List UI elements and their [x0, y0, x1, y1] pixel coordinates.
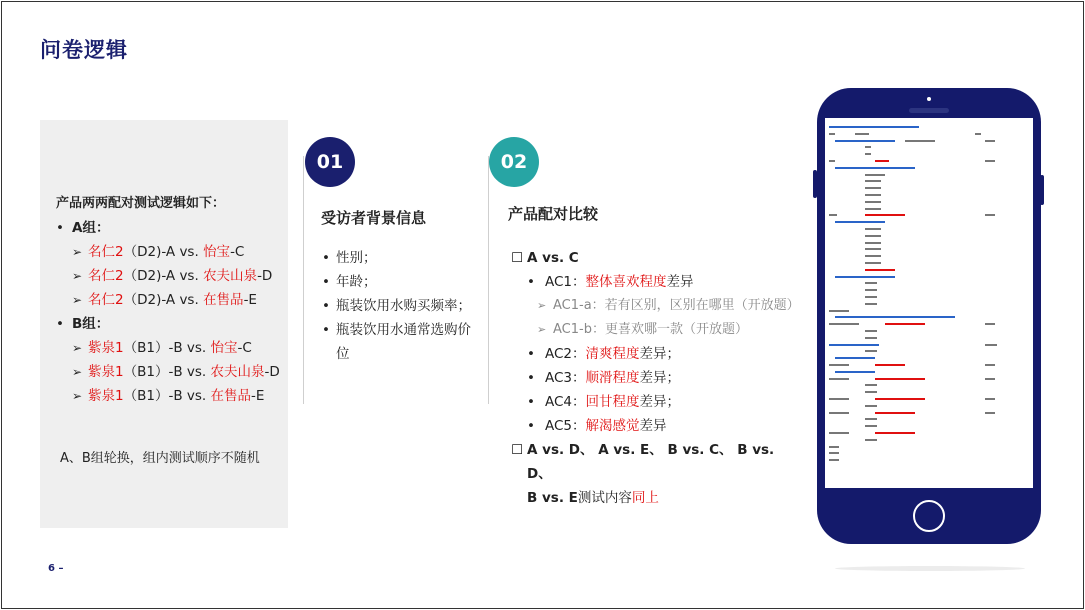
bullet-icon: •: [322, 322, 330, 338]
screen-text-line: [865, 296, 877, 298]
screen-text-line: [865, 201, 881, 203]
pair-item: ➢ 紫泉1（B1）-B vs. 农夫山泉-D: [56, 360, 286, 384]
screen-text-line: [985, 140, 995, 142]
list-item: • 瓶装饮用水通常选购价位: [322, 318, 482, 366]
rotation-note: A、B组轮换，组内测试顺序不随机: [60, 451, 260, 466]
screen-text-line: [875, 160, 889, 162]
screen-text-line: [865, 337, 877, 339]
screen-text-line: [905, 140, 935, 142]
section1-divider: [303, 156, 304, 404]
left-panel: [40, 120, 288, 528]
list-item: • 瓶装饮用水购买频率；: [322, 294, 482, 318]
screen-text-line: [865, 187, 881, 189]
screen-text-line: [865, 282, 877, 284]
bullet-icon: •: [322, 250, 330, 266]
screen-text-line: [829, 446, 839, 448]
bullet-icon: •: [527, 370, 535, 386]
bullet-icon: •: [322, 298, 330, 314]
screen-text-line: [829, 398, 849, 400]
checkbox-square-icon: ☐: [511, 442, 524, 458]
screen-text-line: [855, 133, 869, 135]
bullet-icon: •: [527, 346, 535, 362]
bullet-icon: •: [527, 394, 535, 410]
arrow-bullet-icon: ➢: [72, 245, 83, 259]
comparison-block-subtitle: B vs. E 测试内容 同上: [527, 490, 659, 506]
screen-text-line: [985, 344, 997, 346]
arrow-bullet-icon: ➢: [72, 389, 83, 403]
page-number: 6 –: [48, 563, 64, 574]
screen-text-line: [985, 364, 995, 366]
screen-text-line: [875, 432, 915, 434]
screen-text-line: [829, 133, 835, 135]
screen-text-line: [875, 398, 925, 400]
screen-text-line: [865, 384, 877, 386]
arrow-bullet-icon: ➢: [72, 293, 83, 307]
screen-text-line: [865, 242, 881, 244]
screen-text-line: [875, 378, 925, 380]
screen-text-line: [865, 214, 905, 216]
screen-text-line: [835, 167, 915, 169]
screen-text-line: [865, 269, 895, 271]
screen-text-line: [835, 316, 955, 318]
screen-text-line: [985, 323, 995, 325]
phone-illustration: [817, 88, 1041, 544]
screen-text-line: [865, 228, 881, 230]
screen-text-line: [875, 412, 915, 414]
ac-question: • AC3：顺滑程度差异；: [511, 366, 801, 390]
arrow-bullet-icon: ➢: [72, 341, 83, 355]
screen-text-line: [865, 180, 881, 182]
screen-text-line: [865, 289, 877, 291]
arrow-bullet-icon: ➢: [537, 323, 547, 336]
ac-sub-question: ➢ AC1-a：若有区别，区别在哪里（开放题）: [511, 294, 801, 318]
ac-question: • AC5：解渴感觉差异: [511, 414, 801, 438]
group-list: [56, 216, 286, 408]
comparison-block-title: ☐ A vs. D、 A vs. E、 B vs. C、 B vs. D、: [511, 438, 801, 486]
section2-heading: 产品配对比较: [508, 205, 599, 223]
screen-text-line: [865, 405, 877, 407]
screen-text-line: [829, 452, 839, 454]
left-panel-heading: 产品两两配对测试逻辑如下：: [56, 196, 226, 211]
ac-question: • AC4：回甘程度差异；: [511, 390, 801, 414]
screen-text-line: [865, 174, 885, 176]
section2-list: [511, 246, 801, 510]
screen-text-line: [829, 310, 849, 312]
screen-text-line: [865, 208, 881, 210]
screen-text-line: [835, 371, 875, 373]
screen-text-line: [829, 160, 835, 162]
screen-text-line: [865, 194, 881, 196]
screen-text-line: [865, 235, 881, 237]
screen-text-line: [985, 214, 995, 216]
screen-text-line: [985, 160, 995, 162]
screen-text-line: [865, 425, 877, 427]
screen-text-line: [829, 323, 859, 325]
screen-text-line: [865, 391, 877, 393]
list-item: • 年龄；: [322, 270, 482, 294]
screen-text-line: [835, 221, 885, 223]
bullet-icon: •: [527, 274, 535, 290]
screen-text-line: [985, 398, 995, 400]
pair-item: ➢ 名仁2（D2)-A vs. 农夫山泉-D: [56, 264, 286, 288]
section2-number-badge: 02: [489, 137, 539, 187]
section1-heading: 受访者背景信息: [321, 209, 427, 227]
screen-text-line: [875, 364, 905, 366]
bullet-icon: •: [527, 418, 535, 434]
bullet-icon: •: [322, 274, 330, 290]
screen-text-line: [865, 153, 871, 155]
screen-text-line: [985, 378, 995, 380]
bullet-icon: •: [56, 316, 64, 332]
bullet-icon: •: [56, 220, 64, 236]
phone-shadow: [835, 566, 1025, 571]
screen-text-line: [829, 344, 879, 346]
home-button-icon: [913, 500, 945, 532]
screen-text-line: [885, 323, 925, 325]
list-item: • 性别；: [322, 246, 482, 270]
pair-item: ➢ 紫泉1（B1）-B vs. 怡宝-C: [56, 336, 286, 360]
screen-text-line: [865, 418, 877, 420]
screen-text-line: [829, 432, 849, 434]
page-title: 问卷逻辑: [40, 38, 128, 62]
screen-text-line: [829, 364, 849, 366]
arrow-bullet-icon: ➢: [72, 365, 83, 379]
screen-text-line: [829, 126, 919, 128]
screen-text-line: [865, 255, 881, 257]
phone-side-button: [813, 170, 817, 198]
screen-text-line: [865, 262, 881, 264]
checkbox-square-icon: ☐: [511, 250, 524, 266]
ac-question-list: [511, 270, 801, 438]
pair-item: ➢ 名仁2（D2)-A vs. 怡宝-C: [56, 240, 286, 264]
screen-text-line: [985, 412, 995, 414]
group-label: • A组：: [56, 216, 286, 240]
speaker-icon: [909, 108, 949, 113]
arrow-bullet-icon: ➢: [72, 269, 83, 283]
screen-text-line: [865, 330, 877, 332]
screen-text-line: [829, 459, 839, 461]
phone-screen-questionnaire-thumbnail: [825, 118, 1033, 488]
screen-text-line: [865, 439, 877, 441]
screen-text-line: [829, 378, 849, 380]
pair-item: ➢ 名仁2（D2)-A vs. 在售品-E: [56, 288, 286, 312]
section1-number-badge: 01: [305, 137, 355, 187]
screen-text-line: [835, 357, 875, 359]
camera-icon: [927, 97, 931, 101]
comparison-block-title: ☐ A vs. C: [511, 246, 801, 270]
group-label: • B组：: [56, 312, 286, 336]
ac-question: • AC1：整体喜欢程度差异: [511, 270, 801, 294]
phone-side-button: [1040, 175, 1044, 205]
screen-text-line: [829, 412, 849, 414]
section1-list: [322, 246, 482, 366]
screen-text-line: [829, 214, 837, 216]
screen-text-line: [835, 276, 895, 278]
arrow-bullet-icon: ➢: [537, 299, 547, 312]
screen-text-line: [865, 350, 877, 352]
screen-text-line: [975, 133, 981, 135]
pair-item: ➢ 紫泉1（B1）-B vs. 在售品-E: [56, 384, 286, 408]
ac-question: • AC2：清爽程度差异；: [511, 342, 801, 366]
screen-text-line: [865, 303, 877, 305]
screen-text-line: [865, 248, 881, 250]
section2-divider: [488, 156, 489, 404]
screen-text-line: [835, 140, 895, 142]
screen-text-line: [865, 146, 871, 148]
ac-sub-question: ➢ AC1-b：更喜欢哪一款（开放题）: [511, 318, 801, 342]
